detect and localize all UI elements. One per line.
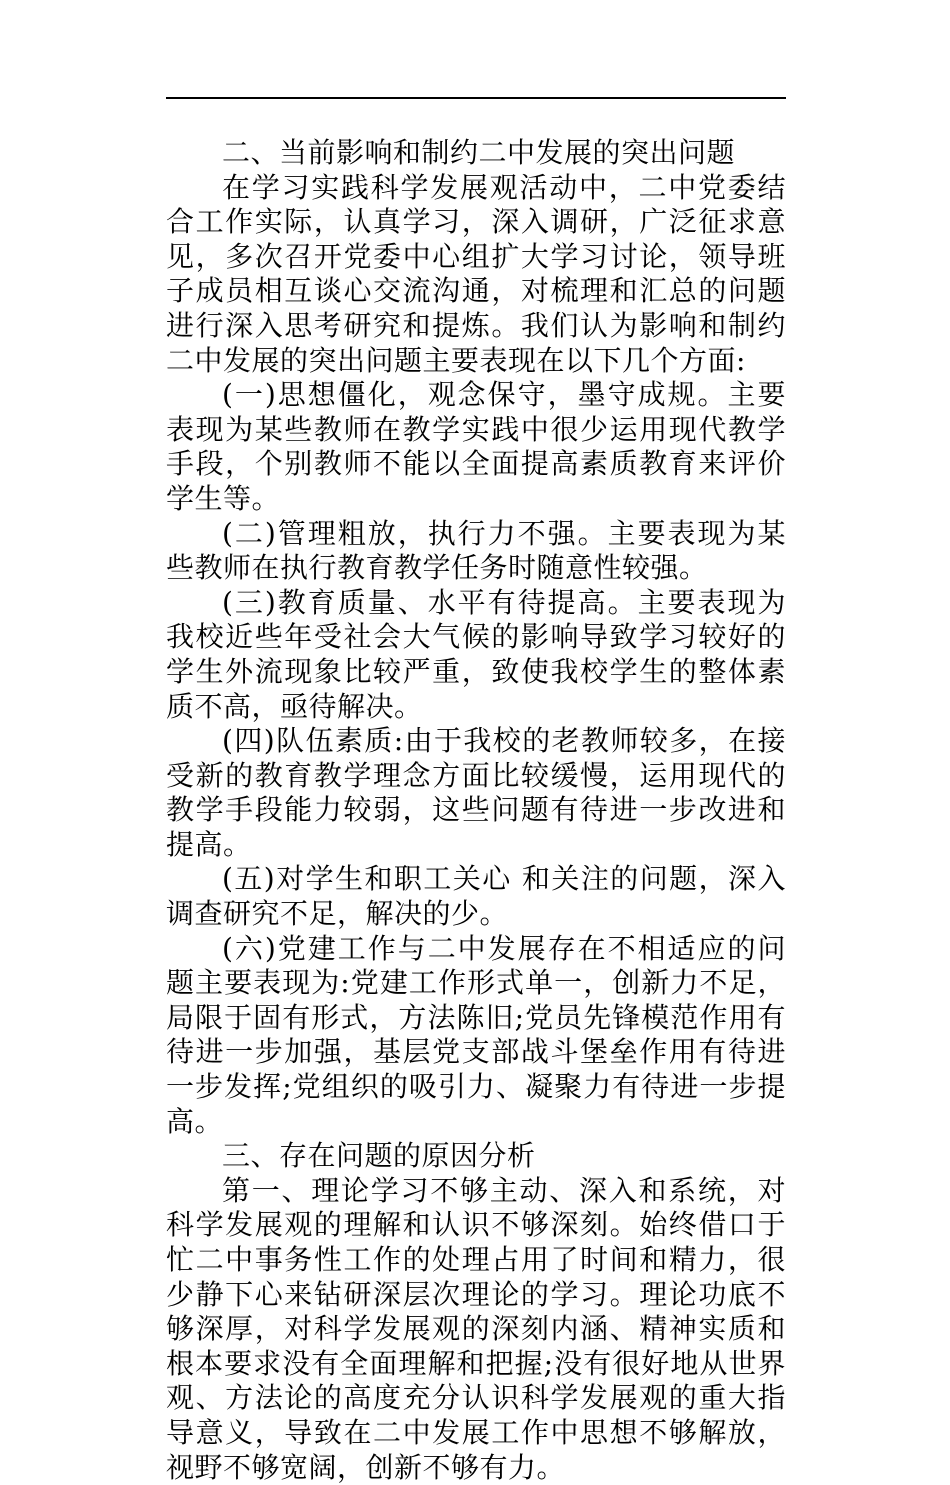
- paragraph-item-4: (四)队伍素质:由于我校的老教师较多，在接受新的教育教学理念方面比较缓慢，运用现代的教学手段能力较弱，这些问题有待进一步改进和提高。: [166, 724, 786, 861]
- section-heading-three: 三、存在问题的原因分析: [222, 1139, 536, 1173]
- paragraph-intro: 在学习实践科学发展观活动中，二中党委结合工作实际，认真学习，深入调研，广泛征求意见，多次召开党委中心组扩大学习讨论，领导班子成员相互谈心交流沟通，对梳理和汇总的问题进行深入思考研究和提炼。我们认为影响和制约二中发展的突出问题主要表现在以下几个方面:: [166, 170, 786, 377]
- document-body: [166, 136, 786, 1485]
- paragraph-cause-1: 第一、理论学习不够主动、深入和系统，对科学发展观的理解和认识不够深刻。始终借口于忙二中事务性工作的处理占用了时间和精力，很少静下心来钻研深层次理论的学习。理论功底不够深厚，对科学发展观的深刻内涵、精神实质和根本要求没有全面理解和把握;没有很好地从世界观、方法论的高度充分认识科学发展观的重大指导意义，导致在二中发展工作中思想不够解放，视野不够宽阔，创新不够有力。: [166, 1173, 786, 1484]
- paragraph-item-3: (三)教育质量、水平有待提高。主要表现为我校近些年受社会大气候的影响导致学习较好的学生外流现象比较严重，致使我校学生的整体素质不高，亟待解决。: [166, 585, 786, 723]
- paragraph-item-2: (二)管理粗放，执行力不强。主要表现为某些教师在执行教育教学任务时随意性较强。: [166, 516, 786, 585]
- paragraph-item-6: (六)党建工作与二中发展存在不相适应的问题主要表现为:党建工作形式单一，创新力不足，局限于固有形式，方法陈旧;党员先锋模范作用有待进一步加强，基层党支部战斗堡垒作用有待进一步发挥;党组织的吸引力、凝聚力有待进一步提高。: [166, 931, 786, 1138]
- header-rule: [166, 97, 786, 99]
- paragraph-item-1: (一)思想僵化，观念保守，墨守成规。主要表现为某些教师在教学实践中很少运用现代教学手段，个别教师不能以全面提高素质教育来评价学生等。: [166, 378, 786, 515]
- section-heading-two: 二、当前影响和制约二中发展的突出问题: [222, 136, 736, 169]
- paragraph-item-5: (五)对学生和职工关心 和关注的问题，深入调查研究不足，解决的少。: [166, 862, 786, 931]
